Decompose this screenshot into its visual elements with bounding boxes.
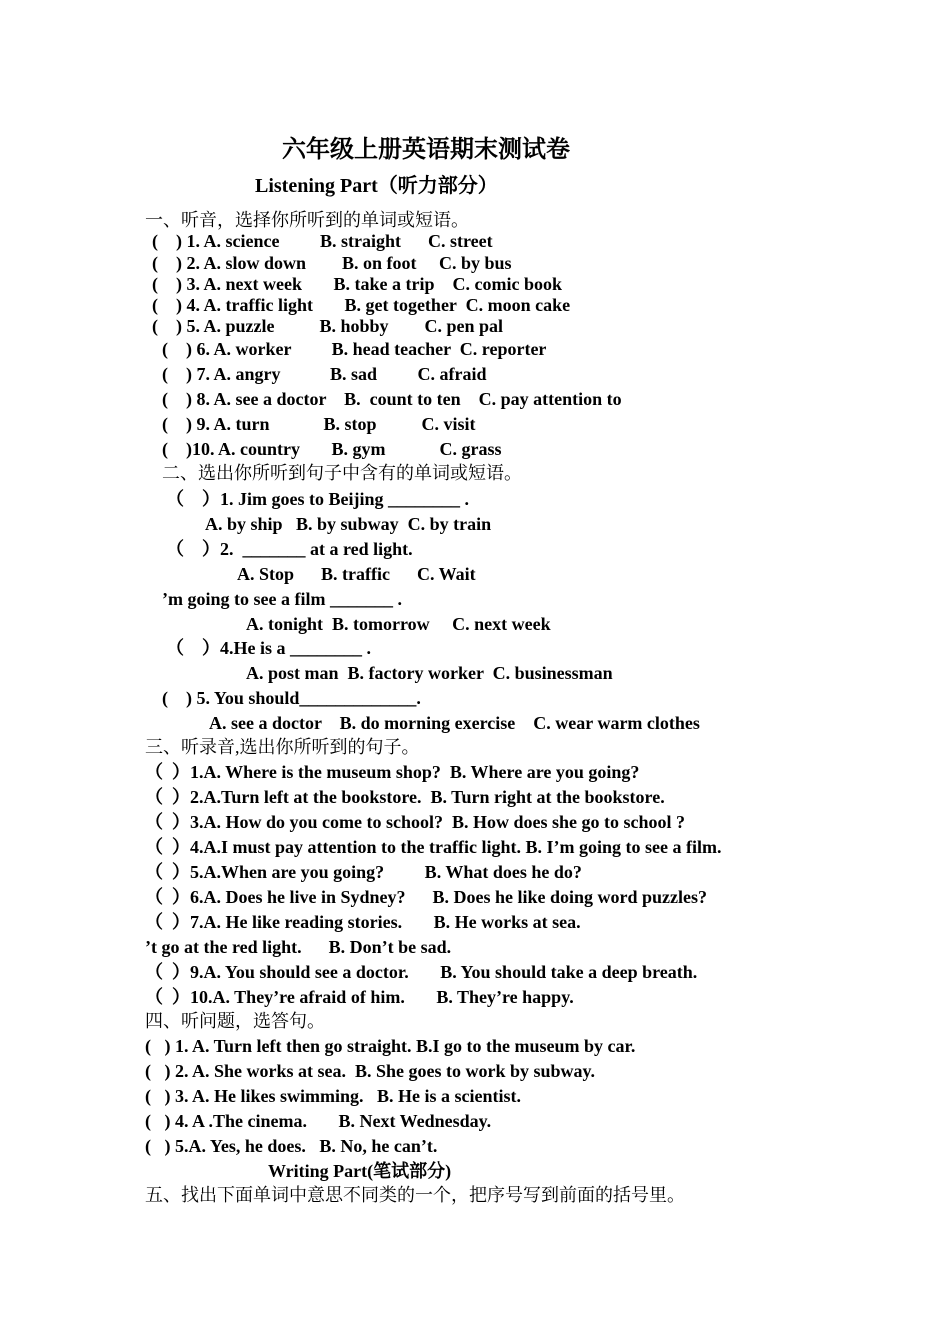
section3-item: （ ）2.A.Turn left at the bookstore. B. Turn right at the bookstore. (145, 787, 665, 807)
section1-item: ( )10. A. country B. gym C. grass (162, 439, 502, 459)
section2-question: ’m going to see a film _______ . (162, 589, 402, 609)
section2-options: A. Stop B. traffic C. Wait (237, 564, 476, 584)
writing-part-title: Writing Part(笔试部分) (268, 1161, 452, 1181)
section2-options: A. post man B. factory worker C. businessman (246, 663, 613, 683)
section1-item: ( ) 2. A. slow down B. on foot C. by bus (152, 253, 512, 273)
section1-heading: 一、听音，选择你所听到的单词或短语。 (145, 210, 469, 230)
section5-heading: 五、找出下面单词中意思不同类的一个，把序号写到前面的括号里。 (145, 1185, 685, 1205)
section1-item: ( ) 4. A. traffic light B. get together C. moon cake (152, 295, 571, 315)
section2-options: A. by ship B. by subway C. by train (205, 514, 492, 534)
section2-question: （ ）1. Jim goes to Beijing ________ . (166, 489, 469, 509)
section3-item: （ ）6.A. Does he live in Sydney? B. Does he like doing word puzzles? (145, 887, 708, 907)
section3-heading: 三、听录音,选出你所听到的句子。 (145, 737, 420, 757)
section4-item: ( ) 4. A .The cinema. B. Next Wednesday. (145, 1111, 492, 1131)
section4-item: ( ) 1. A. Turn left then go straight. B.I go to the museum by car. (145, 1036, 636, 1056)
section1-item: ( ) 9. A. turn B. stop C. visit (162, 414, 476, 434)
section3-item: （ ）9.A. You should see a doctor. B. You should take a deep breath. (145, 962, 698, 982)
section1-item: ( ) 8. A. see a doctor B. count to ten C. pay attention to (162, 389, 622, 409)
section3-item: （ ）5.A.When are you going? B. What does he do? (145, 862, 582, 882)
section3-item: （ ）3.A. How do you come to school? B. How does she go to school ? (145, 812, 686, 832)
section3-item: （ ）4.A.I must pay attention to the traffic light. B. I’m going to see a film. (145, 837, 722, 857)
section2-heading: 二、选出你所听到句子中含有的单词或短语。 (162, 463, 522, 483)
section4-item: ( ) 5.A. Yes, he does. B. No, he can’t. (145, 1136, 438, 1156)
section4-heading: 四、听问题，选答句。 (145, 1011, 325, 1031)
section2-question: （ ）2. _______ at a red light. (166, 539, 413, 559)
section2-options: A. tonight B. tomorrow C. next week (246, 614, 551, 634)
section3-item: （ ）7.A. He like reading stories. B. He works at sea. (145, 912, 581, 932)
listening-part-title: Listening Part（听力部分） (255, 175, 498, 197)
section1-item: ( ) 7. A. angry B. sad C. afraid (162, 364, 487, 384)
section2-question: ( ) 5. You should_____________. (162, 688, 421, 708)
section3-item: （ ）1.A. Where is the museum shop? B. Where are you going? (145, 762, 640, 782)
section4-item: ( ) 3. A. He likes swimming. B. He is a scientist. (145, 1086, 521, 1106)
section3-item: ’t go at the red light. B. Don’t be sad. (145, 937, 452, 957)
section2-options: A. see a doctor B. do morning exercise C. wear warm clothes (209, 713, 700, 733)
section3-item: （ ）10.A. They’re afraid of him. B. They’re happy. (145, 987, 574, 1007)
section4-item: ( ) 2. A. She works at sea. B. She goes to work by subway. (145, 1061, 596, 1081)
section2-question: （ ）4.He is a ________ . (166, 638, 371, 658)
section1-item: ( ) 6. A. worker B. head teacher C. reporter (162, 339, 547, 359)
section1-item: ( ) 3. A. next week B. take a trip C. comic book (152, 274, 562, 294)
section1-item: ( ) 5. A. puzzle B. hobby C. pen pal (152, 316, 504, 336)
page-title: 六年级上册英语期末测试卷 (282, 137, 570, 163)
section1-item: ( ) 1. A. science B. straight C. street (152, 231, 493, 251)
